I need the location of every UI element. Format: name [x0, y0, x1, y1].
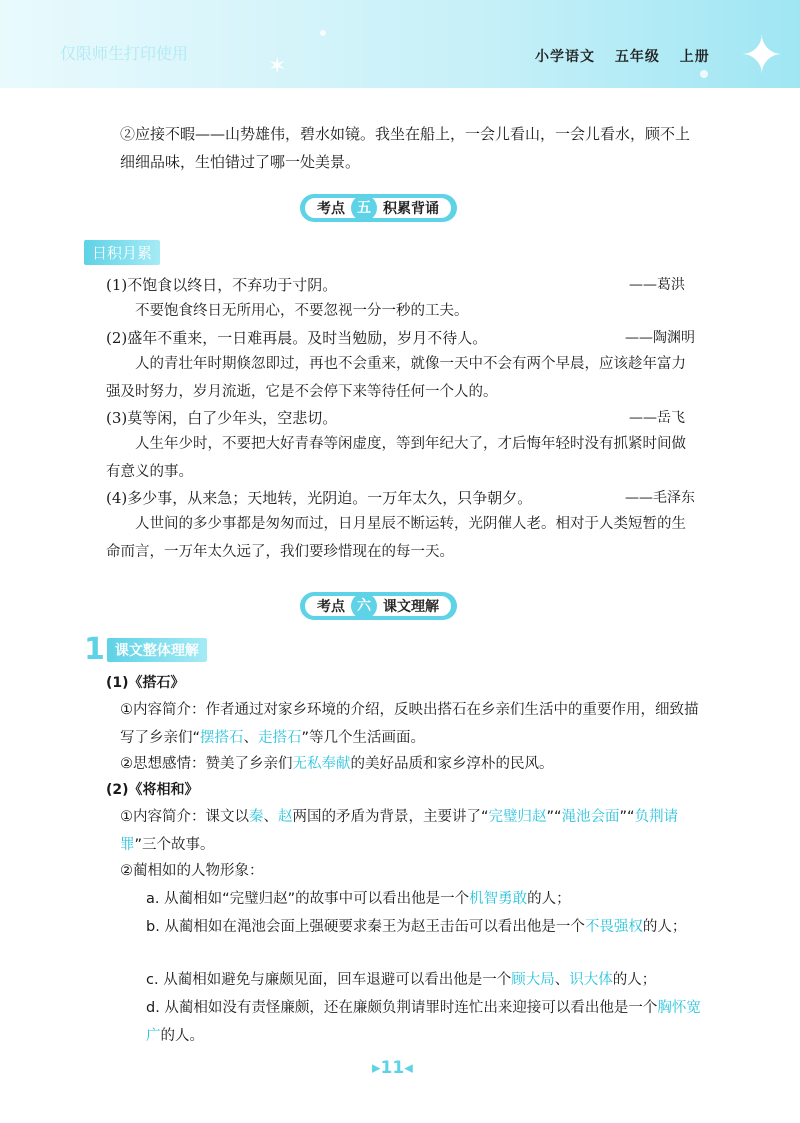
text: 的人；: [527, 891, 571, 907]
highlight: 识大体: [569, 972, 613, 988]
text-1-title: (1)《搭石》: [106, 675, 185, 691]
kewen-tag: [84, 632, 207, 667]
text: 的美好品质和家乡淳朴的民风。: [350, 756, 554, 772]
text: ①内容简介：作者通过对家乡环境的介绍，反映出搭石在乡亲们生活中的重要作用，细致描写了乡亲们“: [120, 702, 699, 746]
quote-4: (4)多少事，从来急；天地转，光阴迫。一万年太久，只争朝夕。: [106, 489, 533, 507]
trait-a: [146, 885, 702, 913]
text: ”三个故事。: [134, 837, 215, 853]
highlight: 走搭石: [258, 730, 302, 746]
text: ”“: [619, 809, 635, 825]
text-1-content: [120, 696, 700, 752]
highlight: 赵: [278, 809, 293, 825]
page-left-arrow: ▸: [372, 1058, 381, 1078]
explain-4: 人世间的多少事都是匆匆而过，日月星辰不断运转，光阴催人老。相对于人类短暂的生命而言，一万年太久远了，我们要珍惜现在的每一天。: [106, 516, 686, 560]
text: 的人；: [642, 919, 687, 935]
header-info: [535, 46, 724, 66]
section-title: 课文理解: [383, 599, 439, 615]
highlight: 不畏强权: [584, 919, 643, 935]
quote-3: (3)莫等闲，白了少年头，空悲切。: [106, 409, 338, 427]
author-4: ——毛泽东: [625, 490, 695, 506]
intro-paragraph: ②应接不暇——山势雄伟，碧水如镜。我坐在船上，一会儿看山，一会儿看水，顾不上细细品味，生怕错过了哪一处美景。: [120, 125, 691, 171]
highlight: 胸怀宽广: [146, 1000, 701, 1044]
text: 的人；: [612, 972, 657, 988]
text: 、: [243, 730, 259, 746]
explain-1: 不要饱食终日无所用心，不要忽视一分一秒的工夫。: [135, 303, 469, 319]
decor-dot: [320, 30, 326, 36]
page-right-arrow: ◂: [404, 1058, 413, 1078]
star-icon: ✶: [268, 54, 287, 79]
section-title: 积累背诵: [383, 201, 439, 217]
text: 两国的矛盾为背景，主要讲了“: [292, 809, 489, 825]
decor-dot: [700, 70, 708, 78]
highlight: 秦: [249, 809, 264, 825]
text: 、: [263, 809, 278, 825]
text-2-content: [120, 803, 700, 859]
grade-label: 五年级: [614, 49, 660, 65]
section-number: 六: [351, 593, 377, 619]
text: b. 从蔺相如在渑池会面上强硬要求秦王为赵王击缶可以看出他是一个: [146, 919, 585, 935]
author-3: ——岳飞: [629, 410, 685, 426]
star-icon: ✦: [740, 26, 784, 86]
text: d. 从蔺相如没有责怪廉颇，还在廉颇负荆请罪时连忙出来迎接可以看出他是一个: [146, 1000, 658, 1016]
riji-tag: 日积月累: [84, 240, 160, 265]
highlight: 负荆请罪: [120, 809, 679, 853]
trait-b: [146, 913, 702, 941]
text: ①内容简介：课文以: [120, 809, 249, 825]
print-note: 仅限师生打印使用: [60, 44, 189, 63]
explain-2: 人的青壮年时期倏忽即过，再也不会重来，就像一天中不会有两个早晨，应该趁年富力强及时努力，岁月流逝，它是不会停下来等待任何一个人的。: [106, 356, 686, 400]
kewen-tag-label: 课文整体理解: [107, 638, 207, 662]
highlight: 渑池会面: [561, 809, 620, 825]
trait-d: [146, 994, 702, 1050]
subject-label: 小学语文: [535, 49, 595, 65]
text-1-feeling: [120, 750, 700, 778]
highlight: 完璧归赵: [488, 809, 547, 825]
volume-label: 上册: [679, 49, 710, 65]
text: ”“: [546, 809, 562, 825]
author-2: ——陶渊明: [625, 330, 695, 346]
page-number: [372, 1058, 413, 1078]
section-number: 五: [351, 195, 377, 221]
highlight: 摆搭石: [200, 730, 244, 746]
banner-inner: [303, 594, 453, 618]
kaodian-label: 考点: [317, 599, 345, 615]
highlight: 机智勇敢: [469, 891, 528, 907]
author-1: ——葛洪: [629, 277, 685, 293]
text: 、: [554, 972, 570, 988]
text-2-title: (2)《将相和》: [106, 782, 199, 798]
text: c. 从蔺相如避免与廉颇见面，回车退避可以看出他是一个: [146, 972, 512, 988]
quote-1: (1)不饱食以终日，不弃功于寸阴。: [106, 276, 338, 294]
text: ②思想感情：赞美了乡亲们: [120, 756, 293, 772]
trait-c: [146, 966, 702, 994]
banner-inner: [303, 196, 453, 220]
text: ”等几个生活画面。: [301, 730, 426, 746]
quote-2: (2)盛年不重来，一日难再晨。及时当勉励，岁月不待人。: [106, 329, 488, 347]
kewen-tag-number: 1: [84, 632, 105, 667]
section-banner-6: [300, 592, 457, 620]
explain-3: 人生年少时，不要把大好青春等闲虚度，等到年纪大了，才后悔年轻时没有抓紧时间做有意义的事。: [106, 436, 686, 480]
page-number-value: 11: [380, 1058, 405, 1078]
text-2-character-heading: ②蔺相如的人物形象：: [120, 863, 264, 879]
text: 的人。: [160, 1028, 204, 1044]
highlight: 顾大局: [511, 972, 555, 988]
kaodian-label: 考点: [317, 201, 345, 217]
highlight: 无私奉献: [292, 756, 351, 772]
section-banner-5: [300, 194, 457, 222]
text: a. 从蔺相如“完璧归赵”的故事中可以看出他是一个: [146, 891, 470, 907]
